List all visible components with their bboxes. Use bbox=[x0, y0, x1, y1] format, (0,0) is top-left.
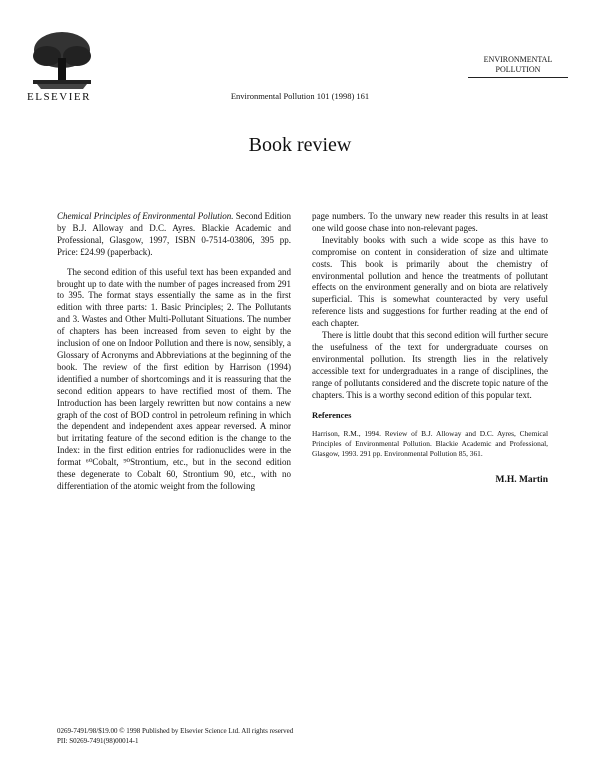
elsevier-tree-logo bbox=[27, 28, 97, 90]
journal-citation: Environmental Pollution 101 (1998) 161 bbox=[230, 91, 370, 101]
copyright-line: 0269-7491/98/$19.00 © 1998 Published by Elsevier Science Ltd. All rights reserved bbox=[57, 727, 294, 735]
body-paragraph-2: Inevitably books with such a wide scope as this have to compromise on content in consideration of size and ultimate costs. This book is primarily about the chemistry of environmental pollution and hence the treatments of pollutant effects on the environment generally and on biota are relatively superficial. This is somewhat counteracted by very useful reference lists and suggestions for further reading at the end of each chapter. bbox=[312, 234, 548, 329]
right-column bbox=[312, 211, 548, 487]
pii-line: PII: S0269-7491(98)00014-1 bbox=[57, 737, 139, 745]
reviewer-signature: M.H. Martin bbox=[495, 475, 548, 486]
journal-title-line1: ENVIRONMENTAL bbox=[483, 55, 553, 64]
page-title: Book review bbox=[248, 134, 352, 156]
publisher-name: ELSEVIER bbox=[27, 91, 91, 103]
left-column bbox=[57, 211, 291, 493]
references-heading: References bbox=[312, 409, 352, 420]
book-title: Chemical Principles of Environmental Pollution. bbox=[57, 211, 234, 221]
footer bbox=[57, 726, 293, 746]
journal-title-line2: POLLUTION bbox=[495, 65, 541, 74]
book-citation bbox=[57, 211, 291, 259]
body-paragraph-3: There is little doubt that this second edition will further secure the usefulness of the text for undergraduate courses on environmental pollution. Its strength lies in the relatively accessible text for undergraduates in a range of disciplines, the range of pollutants considered and the discrete topic nature of the chapters. This is a worthy second edition of this popular text. bbox=[312, 330, 548, 400]
book-details: Second Edition by B.J. Alloway and D.C. Ayres. Blackie Academic and Professional, Glasgow, 1997, ISBN 0-7514-03806, 395 pp. Price: £24.99 (paperback). bbox=[57, 211, 291, 257]
body-paragraph-1-continued: page numbers. To the unwary new reader this results in at least one wild goose chase into non-relevant pages. bbox=[312, 211, 548, 233]
body-paragraph-1: The second edition of this useful text has been expanded and brought up to date with the number of pages increased from 291 to 395. The format stays essentially the same as in the first edition with three parts: 1. Basic Principles; 2. The Pollutants and 3. Wastes and Other Multi-Pollutant Situations. The number of chapters has been increased from seven to eight by the inclusion of one on Indoor Pollution and there is now, sensibly, a Glossary of Acronyms and Abbreviations at the beginning of the book. The review of the first edition by Harrison (1994) identified a number of shortcomings and it is reassuring that the second edition appears to have rectified most of them. The Introduction has been largely rewritten but now contains a new graph of the cost of BOD control in petroleum refining in which the dependent and independent axes appear reversed. A minor but irritating feature of the second edition is the change to the Index: in the first edition entries for radionuclides were in the format ⁶⁰Cobalt, ⁹⁰Strontium, etc., but in the second edition these degenerate to Cobalt 60, Strontium 90, etc., with no differentiation of the atomic weight from the following bbox=[57, 266, 291, 491]
reference-entry: Harrison, R.M., 1994. Review of B.J. Alloway and D.C. Ayres, Chemical Principles of Environmental Pollution. Blackie Academic and Professional, Glasgow, 1993. 291 pp. Environmental Pollution 85, 361. bbox=[312, 429, 548, 459]
journal-title-box bbox=[468, 55, 568, 78]
